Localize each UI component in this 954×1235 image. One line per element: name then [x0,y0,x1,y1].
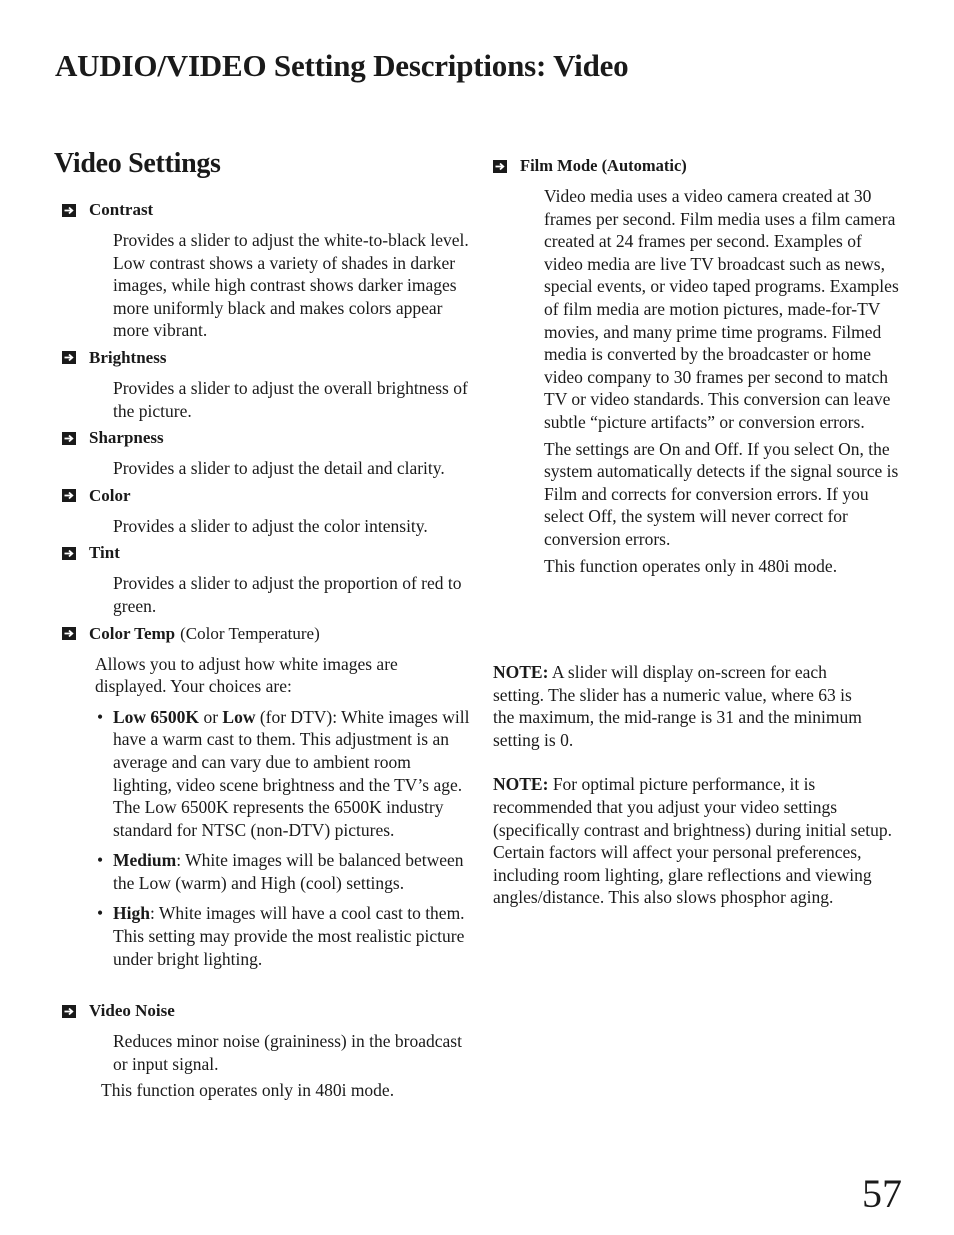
tint-label: Tint [89,543,120,563]
contrast-description: Provides a slider to adjust the white-to-black level. Low contrast shows a variety of shades in darker images, while high contrast shows darker images more uniformly black and makes colors appear more vibrant. [113,230,469,341]
choice-name-alt: Low [222,706,256,727]
color-temp-intro: Allows you to adjust how white images are displayed. Your choices are: [95,653,398,697]
sharpness-description: Provides a slider to adjust the detail and clarity. [113,458,445,479]
color-description: Provides a slider to adjust the color intensity. [113,515,428,536]
brightness-label: Brightness [89,347,167,367]
contrast-heading [62,199,474,221]
choice-name: Low 6500K [113,706,200,727]
arrow-right-box-icon [62,351,76,364]
color-temp-heading [62,623,474,645]
page-title: AUDIO/VIDEO Setting Descriptions: Video [55,48,629,83]
right-column [493,155,903,909]
arrow-right-box-icon [62,432,76,445]
film-mode-label: Film Mode (Automatic) [520,156,687,175]
arrow-right-box-icon [493,160,507,173]
arrow-right-box-icon [62,627,76,640]
brightness-heading [62,347,474,369]
choice-joiner: or [199,706,223,727]
color-temp-choices [62,706,474,971]
section-heading-video-settings: Video Settings [54,148,221,179]
sharpness-heading [62,427,474,449]
brightness-description: Provides a slider to adjust the overall brightness of the picture. [113,377,468,421]
video-noise-label: Video Noise [89,1001,175,1021]
tint-heading [62,542,474,564]
left-column [62,199,474,1102]
note-optimal-picture [493,773,903,909]
color-temp-label: Color Temp [89,623,176,643]
choice-name: High [113,903,150,924]
choice-text: (for DTV): White images will have a warm cast to them. This adjustment is an average and can vary due to ambient room lighting, video scene brightness and the TV’s age. The Low 6500K represents the 6500K industry standard for NTSC (non-DTV) pictures. [113,706,470,840]
note-slider [493,661,903,751]
note-text: For optimal picture performance, it is recommended that you adjust your video settings (specifically contrast and brightness) during initial setup. Certain factors will affect your personal preferences, including room lighting, glare reflections and viewing angles/distance. This also slows phosphor aging. [493,774,892,908]
color-heading [62,485,474,507]
color-label: Color [89,485,131,505]
film-mode-settings: The settings are On and Off. If you select On, the system automatically detects if the signal source is Film and corrects for conversion errors. If you select Off, the system will never correct for conversion errors. [544,438,899,549]
video-noise-heading [62,1000,474,1022]
arrow-right-box-icon [62,1005,76,1018]
bullet-icon: • [97,850,104,871]
list-item [97,849,474,894]
note-text: A slider will display on-screen for each setting. The slider has a numeric value, where 63 is the maximum, the mid-range is 31 and the minimum setting is 0. [493,662,862,750]
choice-name: Medium [113,850,177,871]
tint-description: Provides a slider to adjust the proportion of red to green. [113,573,462,616]
contrast-label: Contrast [89,200,154,219]
note-label: NOTE: [493,774,549,795]
video-noise-description: Reduces minor noise (graininess) in the broadcast or input signal. [113,1031,462,1074]
list-item [97,706,474,842]
arrow-right-box-icon [62,489,76,502]
page-number: 57 [862,1171,902,1216]
list-item [97,902,474,970]
choice-text: : White images will have a cool cast to them. This setting may provide the most realistic picture under bright lighting. [113,903,465,969]
bullet-icon: • [97,903,104,924]
sharpness-label: Sharpness [89,428,164,448]
film-mode-heading [493,155,903,177]
video-noise-note: This function operates only in 480i mode. [101,1080,395,1101]
color-temp-label-suffix: (Color Temperature) [180,623,320,643]
film-mode-description: Video media uses a video camera created at 30 frames per second. Film media uses a film camera created at 24 frames per second. Examples of video media are live TV broadcast such as news, special events, or video taped programs. Examples of film media are motion pictures, made-for-TV movies, and many prime time programs. Filmed media is converted by the broadcaster or home video company to 30 frames per second to match TV or video standards. This conversion can leave subtle “picture artifacts” or conversion errors. [544,186,899,432]
note-label: NOTE: [493,662,549,683]
arrow-right-box-icon [62,547,76,560]
bullet-icon: • [97,706,104,727]
arrow-right-box-icon [62,204,76,217]
choice-text: : White images will be balanced between the Low (warm) and High (cool) settings. [113,850,464,893]
film-mode-note: This function operates only in 480i mode. [544,555,838,576]
